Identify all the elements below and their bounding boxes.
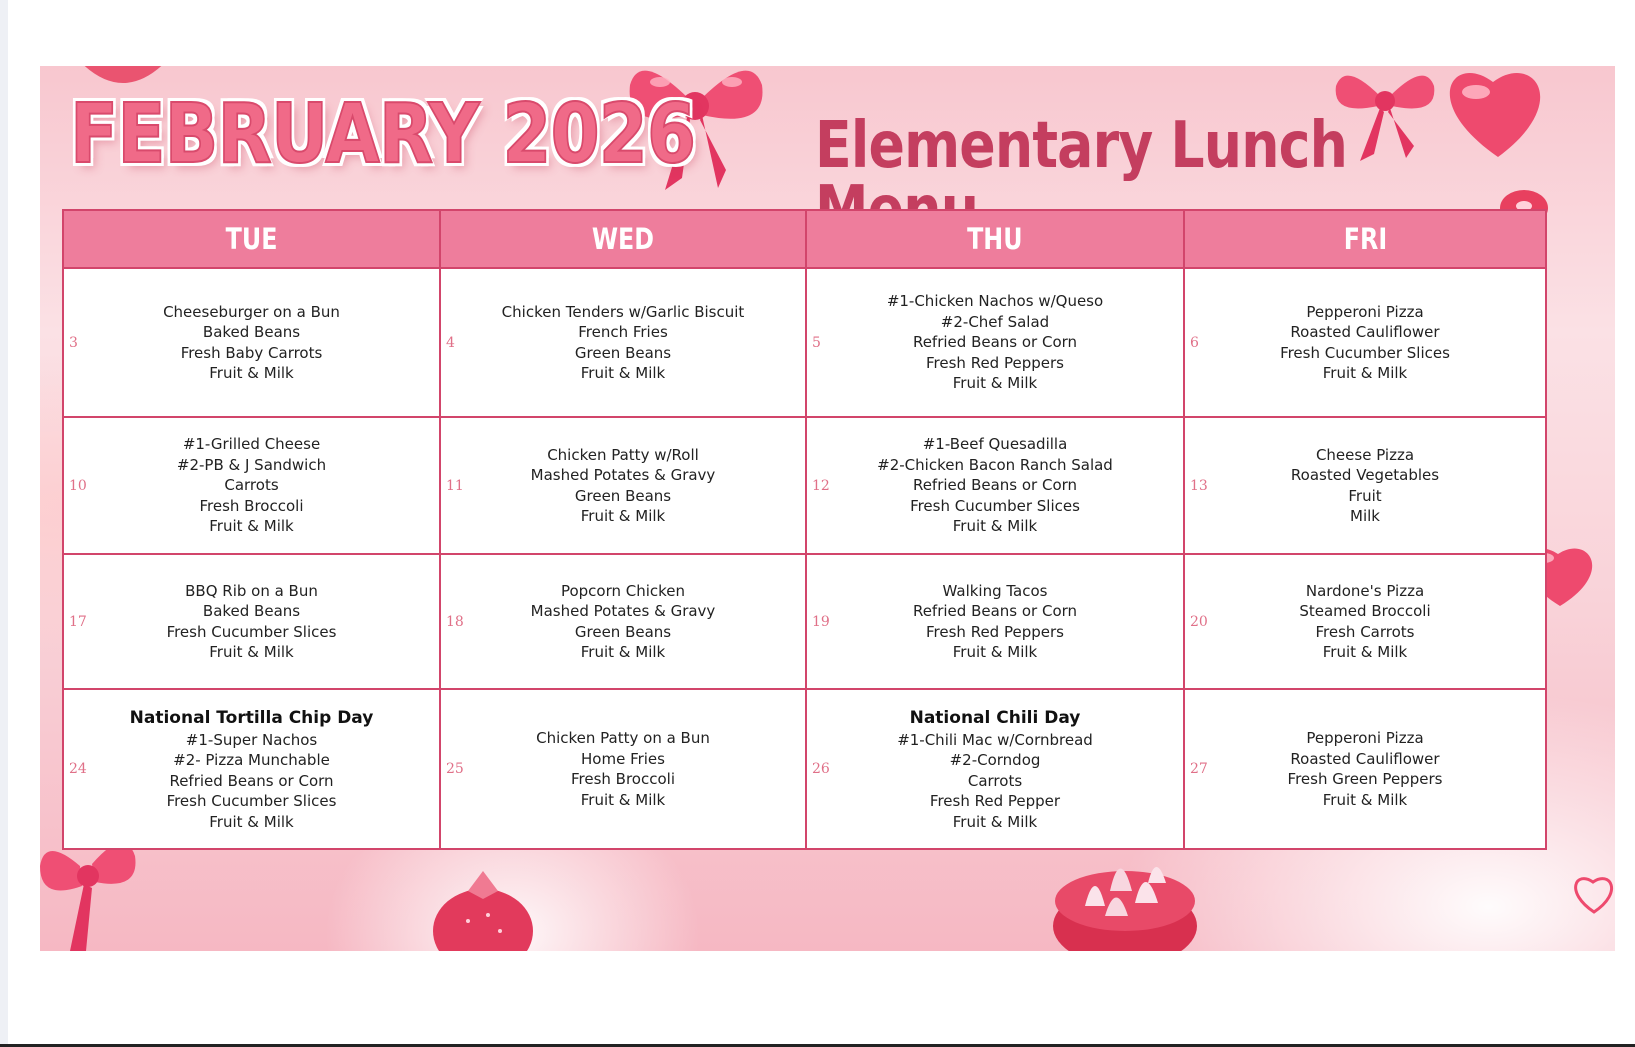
meal-item: #1-Beef Quesadilla <box>922 435 1068 454</box>
meal-item: Nardone's Pizza <box>1305 581 1425 600</box>
meal-item: Fruit & Milk <box>580 507 666 525</box>
meal-item: French Fries <box>578 323 668 341</box>
day-number: 25 <box>446 760 464 777</box>
day-number: 6 <box>1190 334 1199 351</box>
weekday-label: WED <box>591 222 655 256</box>
week-row <box>63 417 1546 554</box>
meal-item: Roasted Vegetables <box>1290 466 1440 484</box>
meal-item: #2-Chef Salad <box>940 312 1050 331</box>
meal-item: Fruit & Milk <box>580 643 666 661</box>
day-number: 12 <box>812 477 830 494</box>
viewer-left-strip <box>0 0 8 1047</box>
meal-item: Fruit & Milk <box>209 643 294 661</box>
weekday-header-thu <box>806 210 1184 268</box>
meal-item: Chicken Tenders w/Garlic Biscuit <box>501 302 745 321</box>
meal-item: Fruit & Milk <box>209 812 294 831</box>
meal-item: Fresh Red Peppers <box>926 622 1064 641</box>
day-cell <box>440 417 806 554</box>
weekday-label: TUE <box>225 222 278 256</box>
day-number: 5 <box>812 334 821 351</box>
meal-item: Pepperoni Pizza <box>1306 729 1424 747</box>
meal-item: Pepperoni Pizza <box>1306 302 1424 321</box>
meal-item: #2-PB & J Sandwich <box>176 455 327 474</box>
menu-title: Elementary Lunch <box>815 109 1348 183</box>
meal-item: Walking Tacos <box>942 581 1048 600</box>
day-number: 24 <box>69 760 87 777</box>
meal-item: Milk <box>1350 507 1380 525</box>
day-number: 17 <box>69 613 87 630</box>
meal-item: Green Beans <box>574 486 672 505</box>
week-row <box>63 554 1546 689</box>
meal-item: #2- Pizza Munchable <box>173 751 330 770</box>
weekday-header-fri <box>1184 210 1546 268</box>
day-cell <box>440 554 806 689</box>
meal-item: Fruit & Milk <box>952 643 1038 661</box>
meal-item: Home Fries <box>581 749 665 768</box>
special-day-title: National Tortilla Chip Day <box>129 707 374 728</box>
meal-item: Fruit & Milk <box>1322 364 1408 382</box>
month-title: FEBRUARY 2026 <box>70 87 696 182</box>
meal-item: Fresh Baby Carrots <box>180 343 323 362</box>
meal-item: Baked Beans <box>202 323 301 341</box>
meal-item: BBQ Rib on a Bun <box>185 581 318 600</box>
meal-item: Refried Beans or Corn <box>912 476 1078 495</box>
meal-item: Fruit & Milk <box>580 790 666 809</box>
meal-item: Fresh Cucumber Slices <box>1280 343 1450 362</box>
day-number: 19 <box>812 613 830 630</box>
meal-item: Popcorn Chicken <box>560 581 686 600</box>
day-cell <box>1184 417 1546 554</box>
strawberry-decoration-icon <box>428 871 538 951</box>
meal-item: Fresh Carrots <box>1315 622 1415 641</box>
meal-item: Carrots <box>224 476 279 495</box>
meal-item: Green Beans <box>574 622 672 641</box>
meal-item: Mashed Potates & Gravy <box>530 602 716 620</box>
day-cell <box>63 554 440 689</box>
day-number: 18 <box>446 613 464 630</box>
day-number: 4 <box>446 334 455 351</box>
lunch-menu-calendar <box>62 209 1547 850</box>
meal-item: Chicken Patty w/Roll <box>547 445 699 464</box>
weekday-header-tue <box>63 210 440 268</box>
day-cell <box>63 689 440 849</box>
day-cell <box>1184 554 1546 689</box>
day-cell <box>440 689 806 849</box>
day-number: 27 <box>1190 760 1208 777</box>
meal-item: Fresh Cucumber Slices <box>166 792 337 811</box>
meal-item: Roasted Cauliflower <box>1290 749 1440 768</box>
meal-item: Fresh Red Peppers <box>926 353 1064 372</box>
meal-item: Fruit & Milk <box>209 517 294 536</box>
weekday-label: FRI <box>1343 222 1387 256</box>
meal-item: Fresh Cucumber Slices <box>166 622 337 641</box>
meal-item: Refried Beans or Corn <box>169 771 334 790</box>
meal-item: Fruit & Milk <box>1322 643 1408 661</box>
day-cell <box>806 268 1184 417</box>
meal-item: Cheese Pizza <box>1315 445 1415 464</box>
meal-item: Refried Beans or Corn <box>912 602 1078 620</box>
meal-item: Fresh Cucumber Slices <box>910 496 1080 515</box>
meal-item: #1-Super Nachos <box>185 730 318 749</box>
meal-item: Fruit <box>1348 486 1382 505</box>
week-row <box>63 268 1546 417</box>
meal-item: Chicken Patty on a Bun <box>536 729 710 747</box>
heart-decoration-bottom-right-icon <box>1572 874 1615 914</box>
meal-item: Fruit & Milk <box>209 364 294 382</box>
meal-item: Steamed Broccoli <box>1299 602 1431 620</box>
day-number: 11 <box>446 477 464 494</box>
meal-item: Fruit & Milk <box>580 364 666 382</box>
meal-item: Fresh Broccoli <box>570 770 675 788</box>
day-cell <box>1184 268 1546 417</box>
meal-item: #1-Grilled Cheese <box>182 435 321 454</box>
meal-item: Carrots <box>967 771 1023 790</box>
meal-item: #2-Corndog <box>949 751 1041 770</box>
meal-item: Fruit & Milk <box>952 517 1038 536</box>
meal-item: Roasted Cauliflower <box>1290 323 1440 341</box>
meal-item: #1-Chili Mac w/Cornbread <box>897 730 1093 749</box>
menu-poster <box>40 66 1615 951</box>
meal-item: Fruit & Milk <box>1322 790 1408 809</box>
day-cell <box>63 417 440 554</box>
meal-item: #1-Chicken Nachos w/Queso <box>886 292 1104 311</box>
week-row <box>63 689 1546 849</box>
day-number: 26 <box>812 760 830 777</box>
day-cell <box>63 268 440 417</box>
special-day-title: National Chili Day <box>909 707 1081 728</box>
meal-item: Fresh Red Pepper <box>929 792 1061 811</box>
meal-item: Fruit & Milk <box>952 374 1038 393</box>
day-number: 3 <box>69 334 78 351</box>
day-number: 13 <box>1190 477 1208 494</box>
day-cell <box>1184 689 1546 849</box>
day-cell <box>806 417 1184 554</box>
day-number: 10 <box>69 477 87 494</box>
meal-item: Fresh Broccoli <box>199 496 304 515</box>
day-number: 20 <box>1190 613 1208 630</box>
day-cell <box>806 554 1184 689</box>
meal-item: Fruit & Milk <box>952 812 1038 831</box>
meal-item: Green Beans <box>574 343 672 362</box>
meal-item: Cheeseburger on a Bun <box>163 302 340 321</box>
meal-item: Mashed Potates & Gravy <box>530 466 716 484</box>
meal-item: #2-Chicken Bacon Ranch Salad <box>877 455 1113 474</box>
weekday-header-row <box>63 210 1546 268</box>
weekday-header-wed <box>440 210 806 268</box>
day-cell <box>806 689 1184 849</box>
meal-item: Refried Beans or Corn <box>912 333 1078 352</box>
meal-item: Baked Beans <box>202 602 301 620</box>
day-cell <box>440 268 806 417</box>
meal-item: Fresh Green Peppers <box>1287 770 1443 788</box>
weekday-label: THU <box>967 222 1023 256</box>
